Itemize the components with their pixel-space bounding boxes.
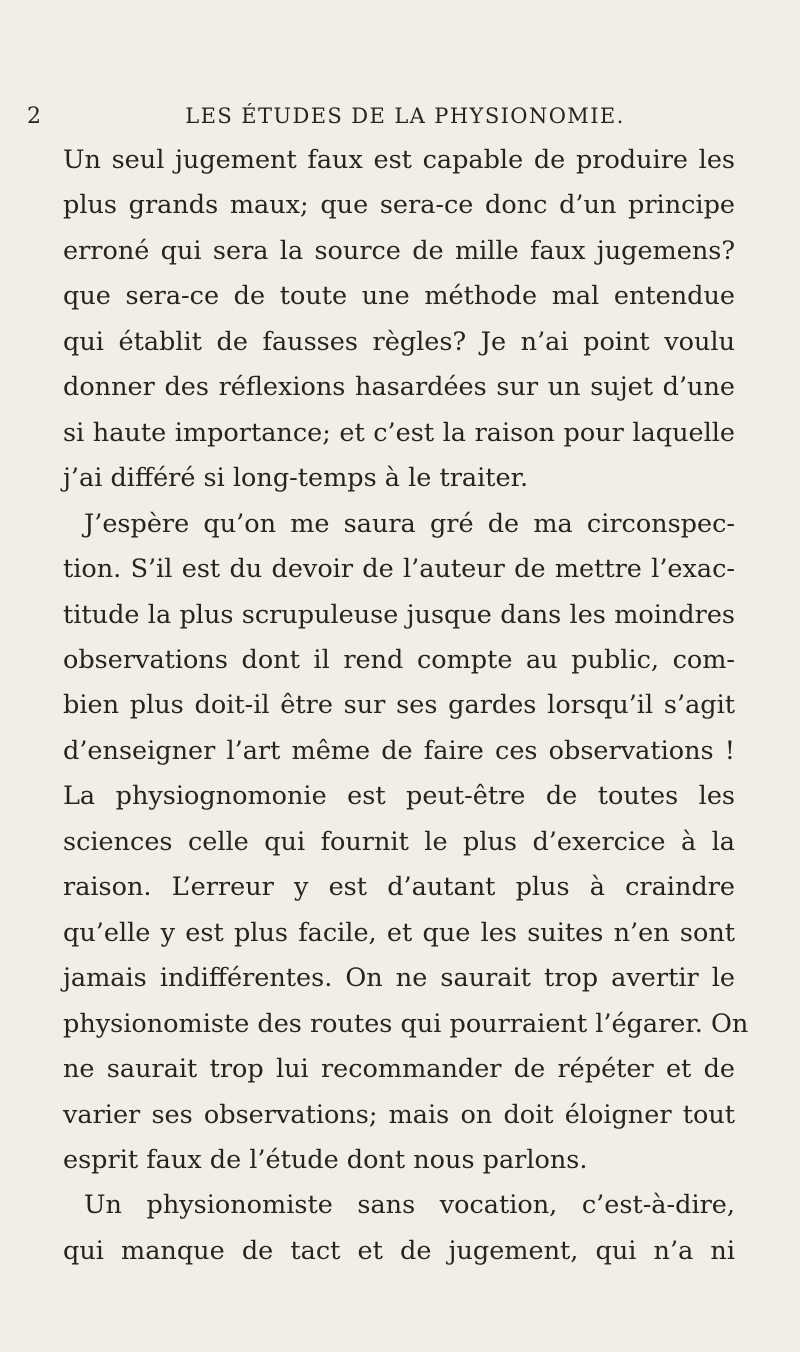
text-line: Un physionomiste sans vocation, c’est-à-dire, bbox=[84, 1190, 735, 1221]
text-line: erroné qui sera la source de mille faux jugemens? bbox=[63, 235, 735, 266]
text-line: Un seul jugement faux est capable de produire les bbox=[63, 145, 735, 175]
text-line: sciences celle qui fournit le plus d’exercice à la bbox=[63, 826, 735, 857]
text-line: esprit faux de l’étude dont nous parlons. bbox=[63, 1144, 588, 1175]
page-number: 2 bbox=[27, 104, 41, 129]
text-line: qui manque de tact et de jugement, qui n’a ni bbox=[63, 1235, 735, 1266]
text-line: raison. L’erreur y est d’autant plus à craindre bbox=[63, 872, 735, 903]
text-line: La physiognomonie est peut-être de toutes les bbox=[63, 781, 735, 812]
text-line: que sera-ce de toute une méthode mal entendue bbox=[63, 281, 735, 312]
text-line: bien plus doit-il être sur ses gardes lorsqu’il s’agit bbox=[63, 690, 735, 721]
text-line: tion. S’il est du devoir de l’auteur de mettre l’exac- bbox=[63, 554, 735, 585]
text-line: donner des réflexions hasardées sur un sujet d’une bbox=[63, 372, 735, 403]
running-title: LES ÉTUDES DE LA PHYSIONOMIE. bbox=[185, 104, 625, 128]
text-line: qui établit de fausses règles? Je n’ai point voulu bbox=[63, 326, 735, 357]
text-line: qu’elle y est plus facile, et que les suites n’en sont bbox=[63, 917, 735, 948]
text-line: plus grands maux; que sera-ce donc d’un principe bbox=[63, 190, 735, 221]
body-text bbox=[63, 138, 749, 1274]
text-line: d’enseigner l’art même de faire ces observations ! bbox=[63, 735, 735, 766]
text-line: jamais indifférentes. On ne saurait trop avertir le bbox=[63, 963, 735, 994]
text-line: observations dont il rend compte au public, com- bbox=[63, 644, 735, 675]
text-line: titude la plus scrupuleuse jusque dans les moindres bbox=[63, 599, 735, 630]
text-line: physionomiste des routes qui pourraient l’égarer. On bbox=[63, 1008, 749, 1039]
text-line: j’ai différé si long-temps à le traiter. bbox=[63, 463, 529, 494]
text-line: varier ses observations; mais on doit éloigner tout bbox=[63, 1099, 735, 1130]
text-line: ne saurait trop lui recommander de répéter et de bbox=[63, 1054, 735, 1085]
text-line: si haute importance; et c’est la raison pour laquelle bbox=[63, 417, 735, 448]
text-line: J’espère qu’on me saura gré de ma circonspec- bbox=[84, 508, 735, 539]
